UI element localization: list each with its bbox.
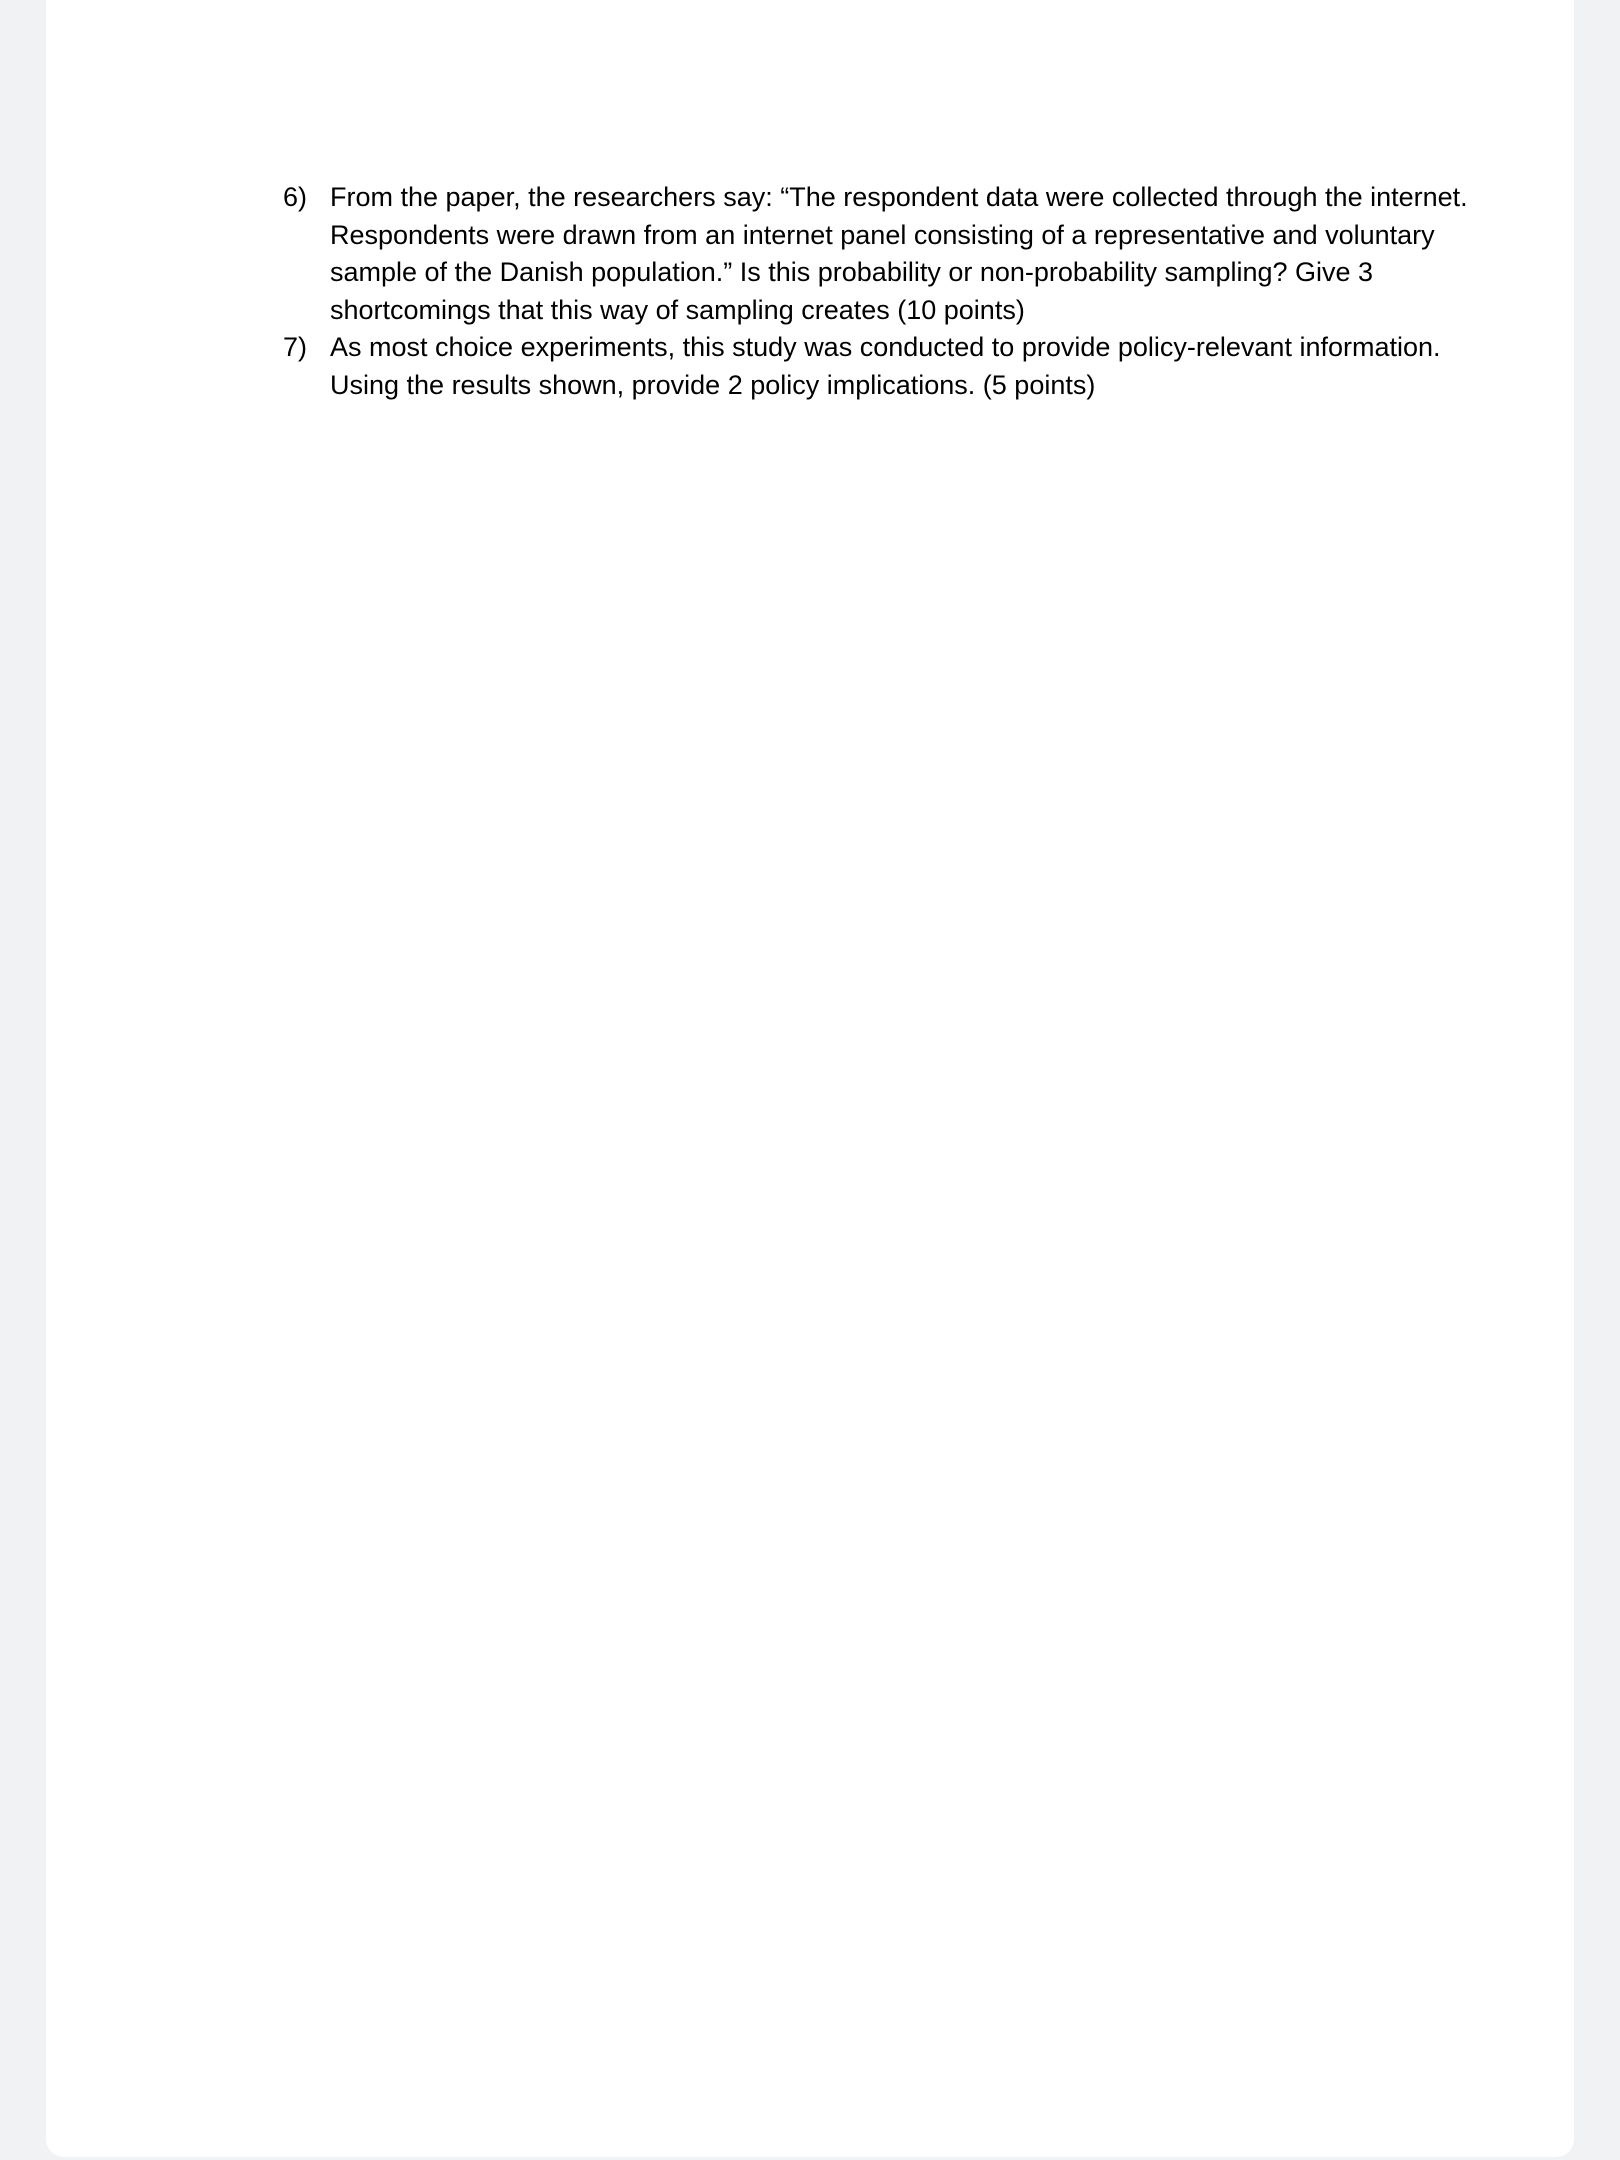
- question-item: [283, 179, 1483, 329]
- document-page: [46, 0, 1574, 2157]
- question-list: [283, 179, 1483, 404]
- question-text: From the paper, the researchers say: “The respondent data were collected through the internet. Respondents were drawn from an internet panel consisting of a representative and voluntary sample of the Danish population.” Is this probability or non-probability sampling? Give 3 shortcomings that this way of sampling creates (10 points): [330, 182, 1468, 325]
- question-number: 7): [283, 332, 308, 362]
- question-item: [283, 329, 1483, 404]
- question-text: As most choice experiments, this study was conducted to provide policy-relevant information. Using the results shown, provide 2 policy implications. (5 points): [330, 332, 1441, 400]
- question-number: 6): [283, 182, 308, 212]
